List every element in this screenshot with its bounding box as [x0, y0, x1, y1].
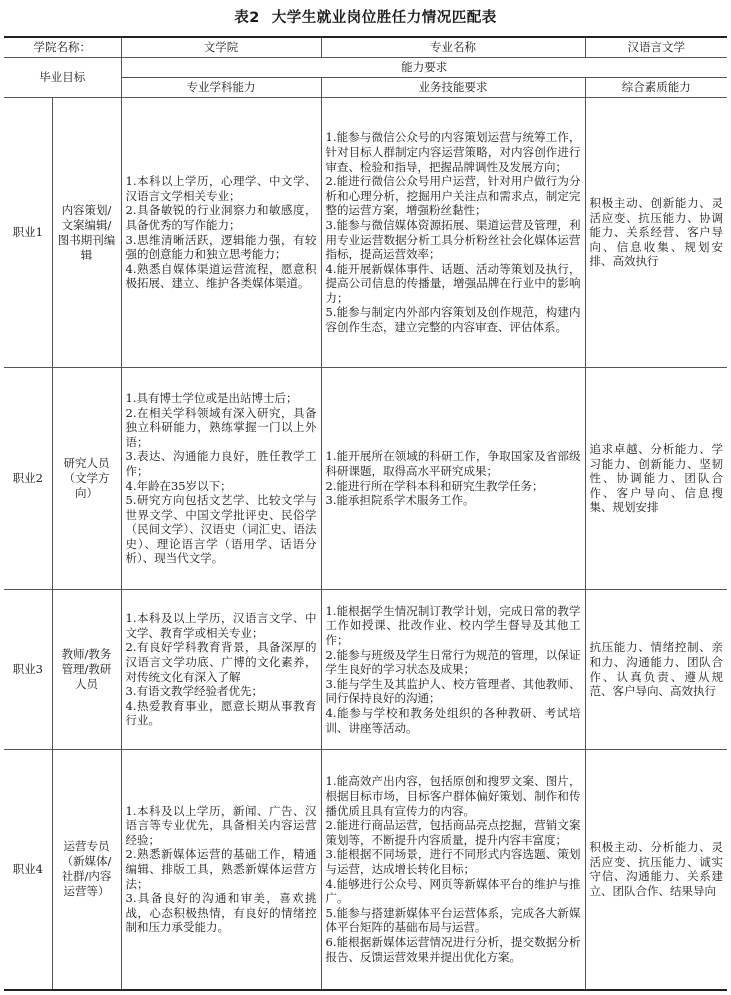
list-item: 3.思维清晰活跃，逻辑能力强，有较强的创意能力和独立思考能力； [125, 232, 317, 262]
list-item: 3.能与学生及其监护人、校方管理者、其他教师、同行保持良好的沟通； [325, 676, 581, 706]
list-item: 2.能进行商品运营，包括商品亮点挖掘，营销文案策划等，不断提升内容质量，提升内容丰富度； [325, 818, 581, 847]
professional-ability [121, 590, 321, 750]
list-item: 2.能进行微信公众号用户运营，针对用户做行为分析和心理分析，挖掘用户关注点和需求点，制定完整的运营方案，增强粉丝黏性； [325, 174, 581, 218]
list-item: 4.年龄在35岁以下； [125, 478, 232, 493]
table-title-text: 大学生就业岗位胜任力情况匹配表 [271, 10, 497, 26]
professional-ability [121, 368, 321, 590]
list-item: 1.能参与微信公众号的内容策划运营与统筹工作，针对目标人群制定内容运营策略，对内容创作进行审查、检验和指导，把握品牌调性及发展方向； [325, 130, 581, 174]
job-label: 职业4 [4, 750, 52, 990]
skill-requirements [321, 98, 585, 368]
college-label: 学院名称： [4, 37, 121, 58]
list-item: 1.能根据学生情况制订教学计划，完成日常的教学工作如授课、批改作业、校内学生督导及其他工作； [325, 603, 581, 648]
job-label: 职业2 [4, 368, 52, 590]
table-row [4, 590, 727, 750]
list-item: 1.具有博士学位或是出站博士后； [125, 390, 298, 405]
list-item: 2.有良好学科教育背景，具备深厚的汉语言文学功底、广博的文化素养，对传统文化有深入了解 [125, 640, 317, 684]
job-label: 职业3 [4, 590, 52, 750]
competency-table [4, 36, 727, 991]
list-item: 5.能参与制定内外部内容策划及创作规范，构建内容创作生态，建立完整的内容审查、评估体系。 [325, 305, 581, 335]
list-item: 1.能高效产出内容，包括原创和搜罗文案、图片，根据目标市场，目标客户群体偏好策划、制作和传播优质且具有宣传力的内容。 [325, 774, 581, 818]
professional-ability [121, 98, 321, 368]
header-row-college [4, 37, 727, 58]
position-name: 教师/教务管理/教研人员 [52, 590, 121, 750]
col-professional: 专业学科能力 [121, 78, 321, 98]
skill-requirements [321, 750, 585, 990]
skill-requirements [321, 590, 585, 750]
quality-ability: 追求卓越、分析能力、学习能力、创新能力、坚韧性、协调能力、团队合作、客户导向、信息搜集、规划安排 [585, 368, 727, 590]
table-row [4, 750, 727, 990]
list-item: 5.研究方向包括文艺学、比较文学与世界文学、中国文学批评史、民俗学（民间文学）、汉语史（词汇史、语法史）、理论语言学（语用学、话语分析）、现当代文学。 [125, 493, 317, 566]
list-item: 3.具备良好的沟通和审美，喜欢挑战，心态积极热情，有良好的情绪控制和压力承受能力。 [125, 891, 317, 935]
table-row [4, 368, 727, 590]
list-item: 4.热爱教育事业，愿意长期从事教育行业。 [125, 698, 317, 728]
professional-ability [121, 750, 321, 990]
list-item: 5.能参与搭建新媒体平台运营体系，完成各大新媒体平台矩阵的基础布局与运营。 [325, 905, 581, 935]
list-item: 2.具备敏锐的行业洞察力和敏感度，具备优秀的写作能力； [125, 203, 317, 232]
position-name: 内容策划/文案编辑/图书期刊编辑 [52, 98, 121, 368]
quality-ability: 积极主动、分析能力、灵活应变、抗压能力、诚实守信、沟通能力、关系建立、团队合作、结果导向 [585, 750, 727, 990]
list-item: 2.能参与班级及学生日常行为规范的管理，以保证学生良好的学习状态及成果； [325, 647, 581, 677]
list-item: 3.有语文教学经验者优先； [125, 684, 263, 699]
table-title [0, 6, 731, 30]
ability-label: 能力要求 [121, 58, 727, 78]
list-item: 4.能够进行公众号、网页等新媒体平台的维护与推广。 [325, 876, 581, 906]
list-item: 1.能开展所在领域的科研工作，争取国家及省部级科研课题，取得高水平研究成果； [325, 449, 581, 478]
list-item: 4.能开展新媒体事件、话题、活动等策划及执行，提高公司信息的传播量，增强品牌在行业中的影响力； [325, 261, 581, 305]
list-item: 3.能承担院系学术服务工作。 [325, 493, 475, 508]
list-item: 2.熟悉新媒体运营的基础工作，精通编辑、排版工具，熟悉新媒体运营方法； [125, 847, 317, 891]
list-item: 1.本科及以上学历，汉语言文学、中文学、教育学或相关专业； [125, 611, 317, 640]
skill-requirements [321, 368, 585, 590]
list-item: 2.能进行所在学科本科和研究生教学任务； [325, 478, 544, 493]
list-item: 1.本科以上学历，心理学、中文学、汉语言文学相关专业； [125, 174, 317, 203]
table-row [4, 98, 727, 368]
position-name: 运营专员（新媒体/社群/内容运营等） [52, 750, 121, 990]
list-item: 3.表达、沟通能力良好，胜任教学工作； [125, 449, 317, 478]
quality-ability: 积极主动、创新能力、灵活应变、抗压能力、协调能力、关系经营、客户导向、信息收集、规划安排、高效执行 [585, 98, 727, 368]
col-skill: 业务技能要求 [321, 78, 585, 98]
list-item: 3.能参与微信媒体资源拓展、渠道运营及管理，利用专业运营数据分析工具分析粉丝社会化媒体运营指标，提高运营效率； [325, 217, 581, 262]
list-item: 4.熟悉自媒体渠道运营流程，愿意积极拓展、建立、维护各类媒体渠道。 [125, 261, 317, 291]
table-number: 表2 [234, 10, 260, 26]
college-value: 文学院 [121, 37, 321, 58]
list-item: 1.本科及以上学历，新闻、广告、汉语言等专业优先，具备相关内容运营经验； [125, 803, 317, 847]
list-item: 2.在相关学科领域有深入研究，具备独立科研能力，熟练掌握一门以上外语； [125, 405, 317, 449]
col-quality: 综合素质能力 [585, 78, 727, 98]
major-label: 专业名称 [321, 37, 585, 58]
list-item: 6.能根据新媒体运营情况进行分析，提交数据分析报告、反馈运营效果并提出优化方案。 [325, 934, 581, 964]
header-row-ability [4, 58, 727, 78]
position-name: 研究人员（文学方向） [52, 368, 121, 590]
quality-ability: 抗压能力、情绪控制、亲和力、沟通能力、团队合作、认真负责、遵从规范、客户导向、高效执行 [585, 590, 727, 750]
list-item: 3.能根据不同场景，进行不同形式内容选题、策划与运营，达成增长转化目标； [325, 847, 581, 876]
goal-label: 毕业目标 [4, 58, 121, 98]
list-item: 4.能参与学校和教务处组织的各种教研、考试培训、讲座等活动。 [325, 705, 581, 735]
major-value: 汉语言文学 [585, 37, 727, 58]
job-label: 职业1 [4, 98, 52, 368]
